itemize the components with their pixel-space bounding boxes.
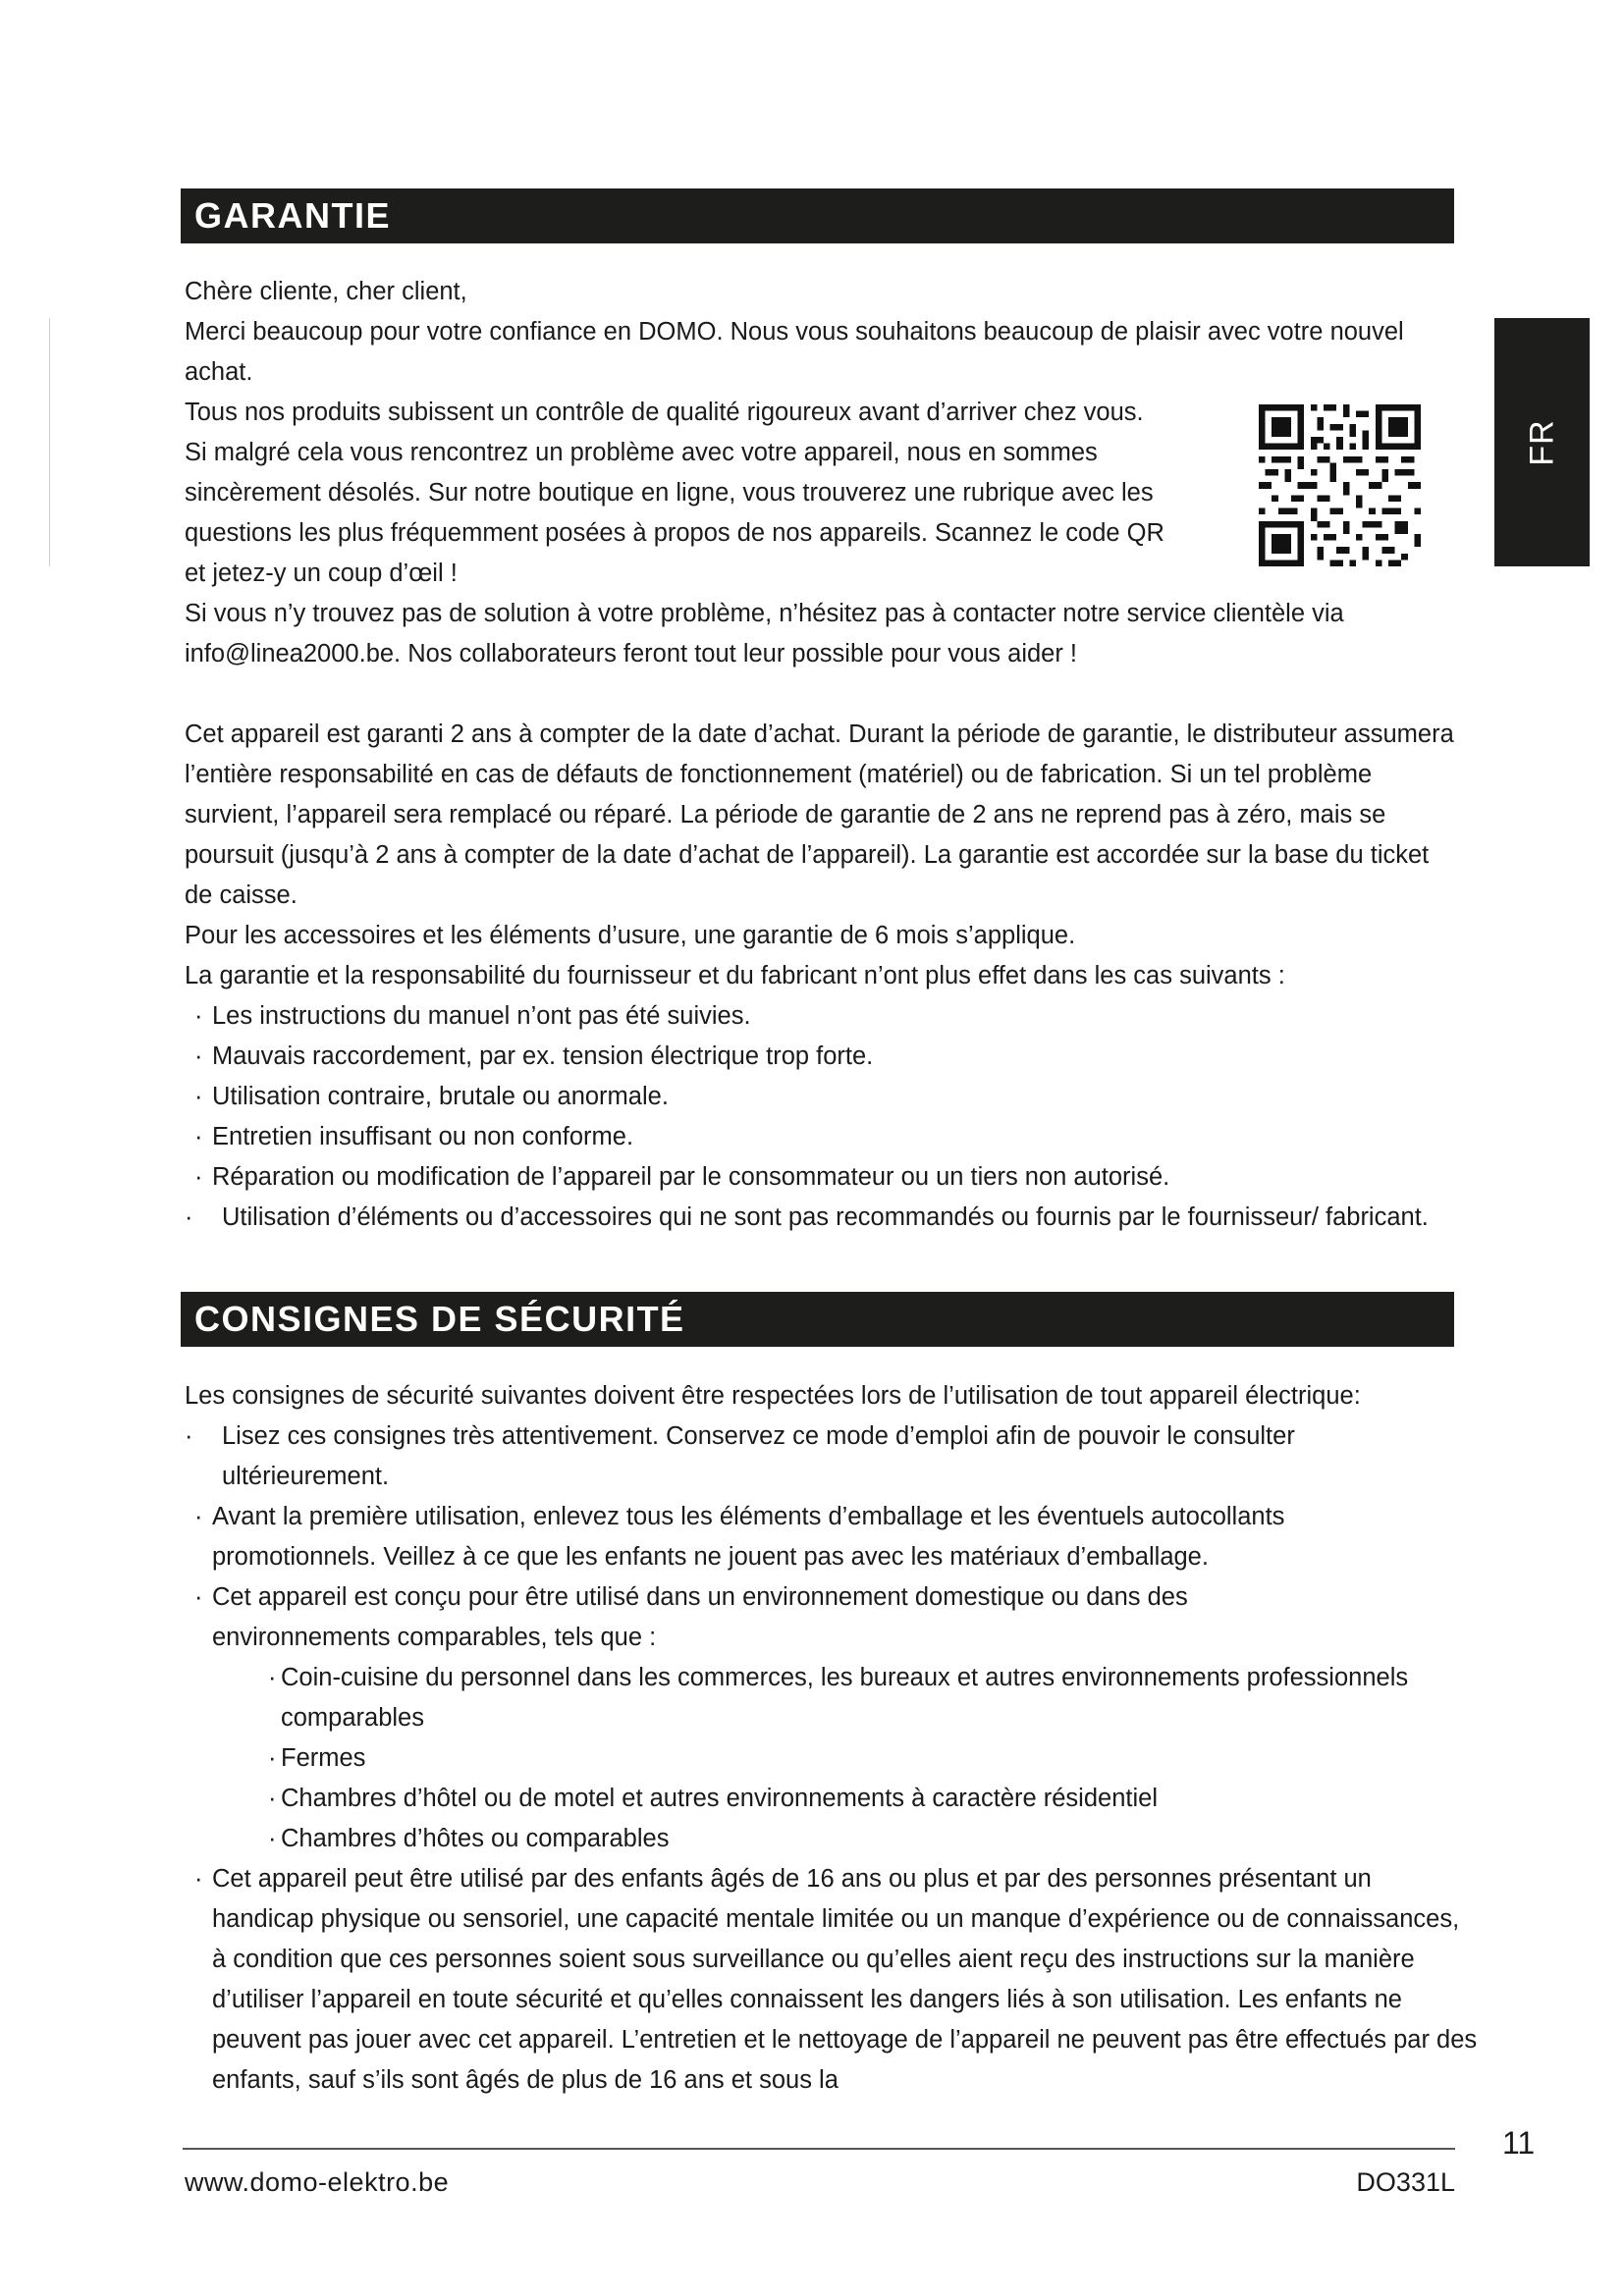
- exclusions-intro: La garantie et la responsabilité du fournisseur et du fabricant n’ont plus effet dans les cas suivants :: [185, 962, 1285, 989]
- footer-url[interactable]: www.domo-elektro.be: [185, 2167, 450, 2197]
- safety-sub-item: · Fermes: [268, 1744, 366, 1772]
- qr-line: questions les plus fréquemment posées à propos de nos appareils. Scannez le code QR: [185, 519, 1164, 547]
- qr-line: Si malgré cela vous rencontrez un problème avec votre appareil, nous en sommes: [185, 439, 1098, 466]
- safety-sub-item: · Chambres d’hôtes ou comparables: [268, 1825, 670, 1852]
- exclusion-item: · Mauvais raccordement, par ex. tension électrique trop forte.: [194, 1042, 874, 1070]
- safety-item: · Avant la première utilisation, enlevez tous les éléments d’emballage et les éventuels autocollants promotionnels. Veillez à ce que les enfants ne jouent pas avec les matériaux d’emballage.: [194, 1503, 1285, 1571]
- footer-model: DO331L: [1356, 2167, 1455, 2197]
- greeting: Chère cliente, cher client,: [185, 278, 467, 305]
- securite-intro: Les consignes de sécurité suivantes doivent être respectées lors de l’utilisation de tout appareil électrique:: [185, 1382, 1361, 1410]
- safety-item: · Cet appareil est conçu pour être utilisé dans un environnement domestique ou dans des environnements comparables, tels que :: [194, 1583, 1188, 1651]
- warranty-paragraph: Cet appareil est garanti 2 ans à compter de la date d’achat. Durant la période de garantie, le distributeur assumera l’entière responsabilité en cas de défauts de fonctionnement (matériel) ou de fabrication. Si un tel problème survient, l’appareil sera remplacé ou réparé. La période de garantie de 2 ans ne reprend pas à zéro, mais se poursuit (jusqu’à 2 ans à compter de la date d’achat de l’appareil). La garantie est accordée sur la base du ticket de caisse.: [185, 721, 1454, 909]
- exclusion-item: · Les instructions du manuel n’ont pas été suivies.: [194, 1002, 751, 1030]
- safety-sub-item: · Coin-cuisine du personnel dans les commerces, les bureaux et autres environnements professionnels comparables: [268, 1664, 1409, 1732]
- intro-paragraph: Merci beaucoup pour votre confiance en DOMO. Nous vous souhaitons beaucoup de plaisir avec votre nouvel achat.: [185, 318, 1404, 386]
- qr-line: et jetez-y un coup d’œil !: [185, 560, 458, 587]
- exclusion-item: · Utilisation d’éléments ou d’accessoires qui ne sont pas recommandés ou fournis par le fournisseur/ fabricant.: [185, 1203, 1429, 1231]
- contact-paragraph: Si vous n’y trouvez pas de solution à votre problème, n’hésitez pas à contacter notre service clientèle via info@linea2000.be. Nos collaborateurs feront tout leur possible pour vous aider !: [185, 600, 1344, 667]
- qr-line: Tous nos produits subissent un contrôle de qualité rigoureux avant d’arriver chez vous.: [185, 399, 1144, 426]
- accessories-paragraph: Pour les accessoires et les éléments d’usure, une garantie de 6 mois s’applique.: [185, 922, 1076, 949]
- qr-line: sincèrement désolés. Sur notre boutique en ligne, vous trouverez une rubrique avec les: [185, 479, 1154, 507]
- footer-divider: [183, 2148, 1455, 2150]
- exclusion-item: · Entretien insuffisant ou non conforme.: [194, 1123, 634, 1150]
- securite-body: [185, 1376, 1478, 2101]
- language-tab: [1494, 318, 1590, 566]
- exclusion-item: · Utilisation contraire, brutale ou anormale.: [194, 1083, 669, 1110]
- safety-item: · Lisez ces consignes très attentivement. Conservez ce mode d’emploi afin de pouvoir le consulter ultérieurement.: [185, 1422, 1295, 1490]
- exclusion-item: · Réparation ou modification de l’appareil par le consommateur ou un tiers non autorisé.: [194, 1163, 1170, 1191]
- qr-code[interactable]: [1259, 404, 1421, 566]
- page-number: 11: [1502, 2125, 1536, 2161]
- margin-rule: [49, 318, 50, 566]
- safety-item: · Cet appareil peut être utilisé par des enfants âgés de 16 ans ou plus et par des personnes présentant un handicap physique ou sensoriel, une capacité mentale limitée ou un manque d’expérience ou de connaissances, à condition que ces personnes soient sous surveillance ou qu’elles aient reçu des instructions sur la manière d’utiliser l’appareil en toute sécurité et qu’elles connaissent les dangers liés à son utilisation. Les enfants ne peuvent pas jouer avec cet appareil. L’entretien et le nettoyage de l’appareil ne peuvent pas être effectués par des enfants, sauf s’ils sont âgés de plus de 16 ans et sous la: [194, 1865, 1478, 2094]
- garantie-heading: GARANTIE: [181, 188, 1454, 243]
- securite-heading: CONSIGNES DE SÉCURITÉ: [181, 1292, 1454, 1347]
- language-tab-label: FR: [1523, 418, 1560, 466]
- safety-sub-item: · Chambres d’hôtel ou de motel et autres environnements à caractère résidentiel: [268, 1785, 1158, 1812]
